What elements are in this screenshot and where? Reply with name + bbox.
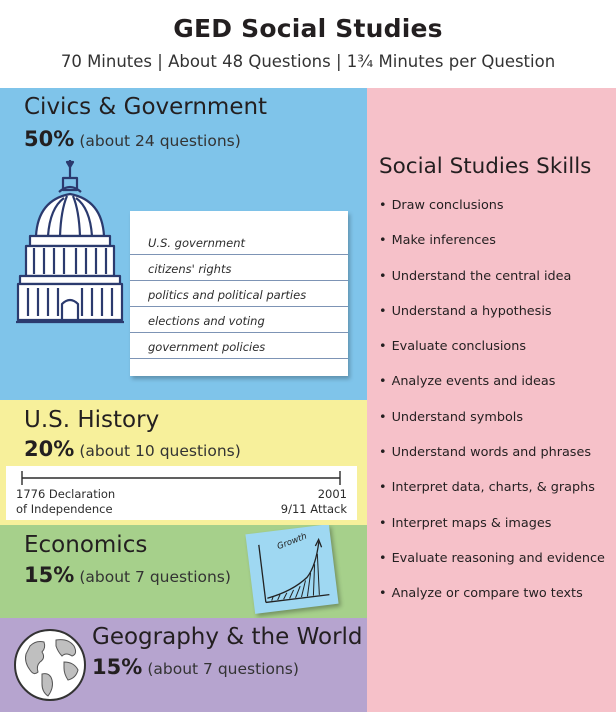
history-percent: 20% bbox=[24, 437, 75, 461]
skill-item: • Interpret data, charts, & graphs bbox=[379, 480, 615, 515]
civics-percent: 50% bbox=[24, 127, 75, 151]
geography-title: Geography & the World bbox=[92, 624, 363, 650]
growth-label: Growth bbox=[275, 531, 309, 552]
civics-title: Civics & Government bbox=[24, 94, 268, 120]
page-title: GED Social Studies bbox=[173, 14, 443, 43]
civics-topic-item: elections and voting bbox=[130, 307, 348, 333]
header bbox=[0, 0, 616, 88]
timeline-start-event: of Independence bbox=[16, 502, 113, 516]
growth-sticky-note bbox=[245, 525, 338, 614]
skills-list bbox=[379, 198, 615, 622]
economics-panel bbox=[0, 525, 367, 618]
history-stat bbox=[24, 437, 241, 461]
skill-item: • Draw conclusions bbox=[379, 198, 615, 233]
timeline-start bbox=[16, 487, 115, 517]
civics-topic-item: U.S. government bbox=[130, 229, 348, 255]
civics-topic-item: citizens' rights bbox=[130, 255, 348, 281]
civics-topic-item: government policies bbox=[130, 333, 348, 359]
geography-questions: (about 7 questions) bbox=[147, 660, 299, 678]
globe-icon bbox=[12, 626, 88, 704]
civics-panel bbox=[0, 88, 367, 400]
geography-percent: 15% bbox=[92, 655, 143, 679]
skills-panel bbox=[367, 88, 616, 712]
timeline-start-year: 1776 Declaration bbox=[16, 487, 116, 501]
economics-questions: (about 7 questions) bbox=[79, 568, 231, 586]
civics-topic-item: politics and political parties bbox=[130, 281, 348, 307]
timeline-end bbox=[281, 487, 347, 517]
timeline-end-event: 9/11 Attack bbox=[280, 502, 347, 516]
capitol-dome-icon bbox=[14, 158, 126, 328]
history-title: U.S. History bbox=[24, 407, 160, 433]
economics-percent: 15% bbox=[24, 563, 75, 587]
skill-item: • Analyze events and ideas bbox=[379, 374, 615, 409]
skill-item: • Evaluate conclusions bbox=[379, 339, 615, 374]
civics-topics-list bbox=[130, 229, 348, 359]
skill-item: • Evaluate reasoning and evidence bbox=[379, 551, 615, 586]
civics-topics-card bbox=[130, 211, 348, 376]
skill-item: • Interpret maps & images bbox=[379, 516, 615, 551]
skill-item: • Understand a hypothesis bbox=[379, 304, 615, 339]
history-panel bbox=[0, 400, 367, 525]
skill-item: • Analyze or compare two texts bbox=[379, 586, 615, 621]
skills-title: Social Studies Skills bbox=[379, 154, 592, 179]
civics-questions: (about 24 questions) bbox=[79, 132, 241, 150]
economics-title: Economics bbox=[24, 532, 148, 558]
civics-stat bbox=[24, 127, 241, 151]
history-questions: (about 10 questions) bbox=[79, 442, 241, 460]
skill-item: • Make inferences bbox=[379, 233, 615, 268]
skill-item: • Understand words and phrases bbox=[379, 445, 615, 480]
timeline-end-year: 2001 bbox=[317, 487, 347, 501]
page-subtitle: 70 Minutes | About 48 Questions | 1¾ Minutes per Question bbox=[60, 52, 556, 71]
skill-item: • Understand symbols bbox=[379, 410, 615, 445]
skill-item: • Understand the central idea bbox=[379, 269, 615, 304]
economics-stat bbox=[24, 563, 231, 587]
geography-panel bbox=[0, 618, 367, 712]
history-timeline bbox=[6, 466, 357, 520]
geography-stat bbox=[92, 655, 299, 679]
